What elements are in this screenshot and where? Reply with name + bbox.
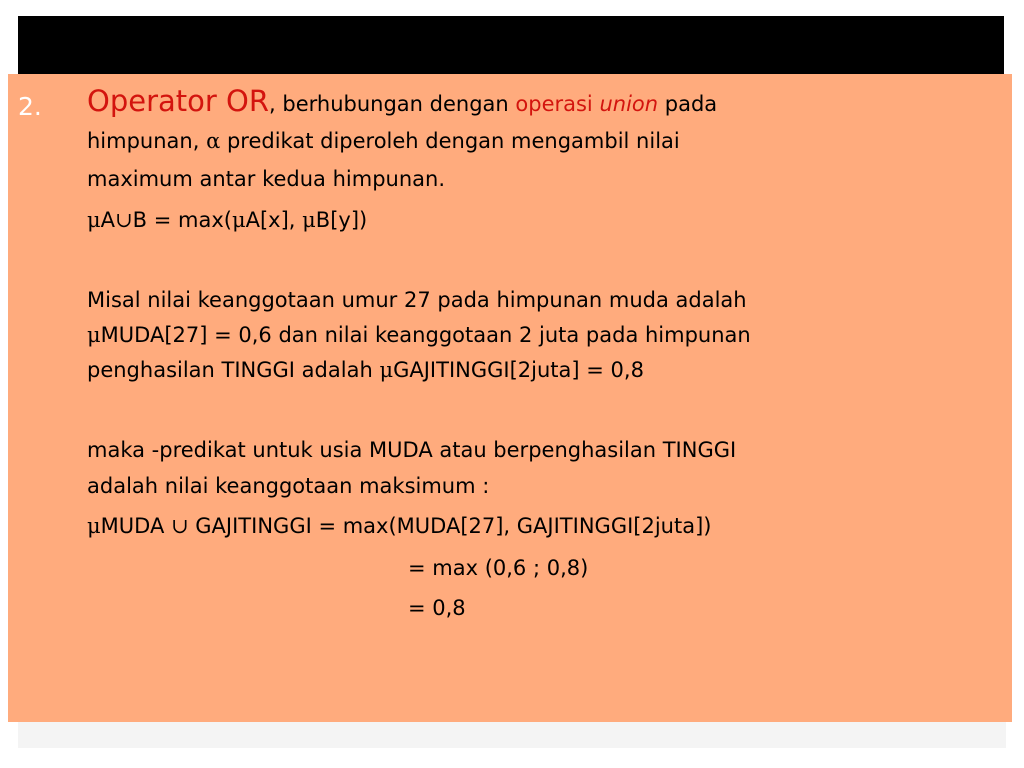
result-formula [87,514,711,538]
example-line-3-b: GAJITINGGI[2juta] = 0,8 [393,358,644,382]
item-number: 2. [18,92,42,121]
cup-symbol: ∪ [171,514,189,538]
formula-part-a: A [100,208,116,232]
line2-part-b: predikat diperoleh dengan mengambil nilai [220,129,680,153]
mu-symbol: μ [379,358,394,382]
bottom-strip [18,722,1006,748]
result-part-a: MUDA [100,514,171,538]
mu-symbol: μ [87,323,101,347]
cup-symbol: ∪ [115,208,133,232]
example-line-2 [87,323,751,347]
conclusion-line-2: adalah nilai keanggotaan maksimum : [87,474,490,498]
mu-symbol: μ [87,514,101,538]
line-himpunan [87,129,680,153]
example-line-3-a: penghasilan TINGGI adalah [87,358,380,382]
conclusion-line-1: maka -predikat untuk usia MUDA atau berpenghasilan TINGGI [87,438,737,462]
pada-word: pada [658,92,718,116]
slide-content [8,74,1012,722]
line-maximum: maximum antar kedua himpunan. [87,167,445,191]
example-line-3 [87,358,644,382]
alpha-symbol: α [206,129,221,153]
mu-symbol: μ [231,208,246,232]
header-bar [18,16,1004,74]
result-line-3: = 0,8 [408,596,466,620]
example-line-1: Misal nilai keanggotaan umur 27 pada himpunan muda adalah [87,288,747,312]
formula-part-c: A[x], [245,208,303,232]
result-part-b: GAJITINGGI = max(MUDA[27], GAJITINGGI[2juta]) [188,514,712,538]
title-line [87,84,717,118]
formula-part-b: B = max( [132,208,232,232]
union-formula [87,208,367,232]
line2-part-a: himpunan, [87,129,207,153]
result-line-2: = max (0,6 ; 0,8) [408,556,589,580]
mu-symbol: μ [302,208,316,232]
example-line-2-text: MUDA[27] = 0,6 dan nilai keanggotaan 2 juta pada himpunan [100,323,751,347]
union-word: union [599,92,659,116]
slide-title: Operator OR [87,84,270,118]
formula-part-d: B[y]) [315,208,368,232]
operasi-word: operasi [515,92,600,116]
mu-symbol: μ [87,208,101,232]
intro-text: , berhubungan dengan [269,92,516,116]
